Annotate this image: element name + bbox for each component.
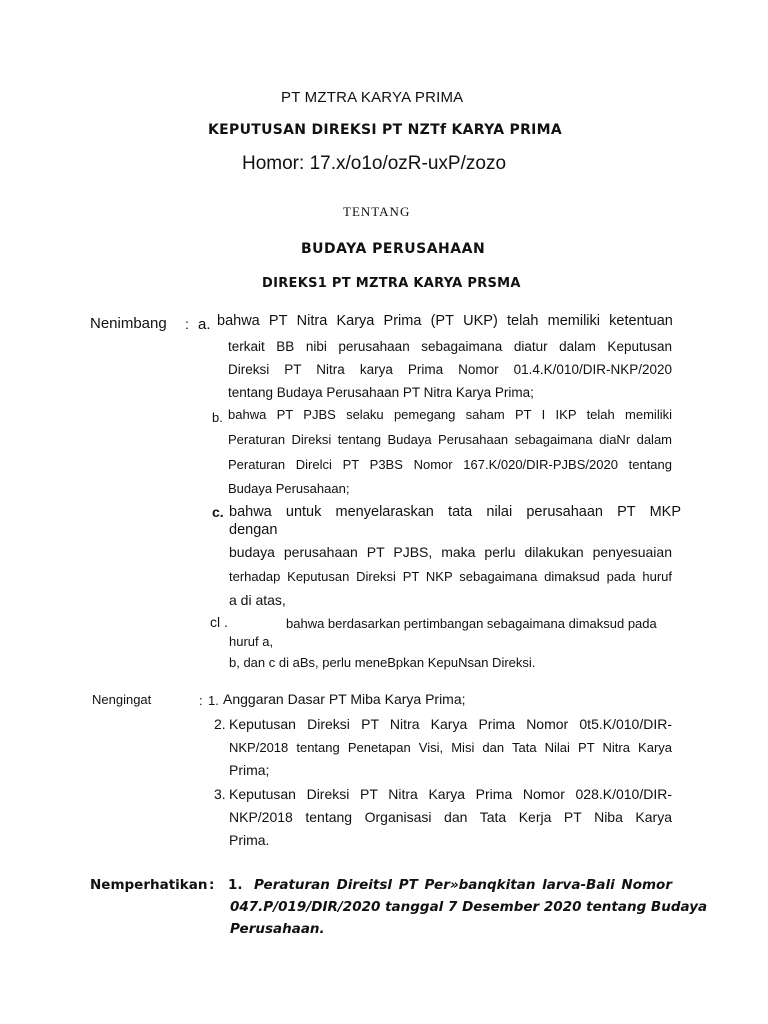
mengingat-2-marker: 2. xyxy=(214,716,226,732)
mengingat-2-line-3: Prima; xyxy=(229,762,270,778)
menimbang-colon: : xyxy=(185,316,189,332)
mengingat-3-line-3: Prima. xyxy=(229,832,270,848)
menimbang-d-line-3: b, dan c di aBs, perlu meneBpkan KepuNsan Direksi. xyxy=(229,655,536,670)
menimbang-c-line-3: budaya perusahaan PT PJBS, maka perlu dilakukan penyesuaian xyxy=(229,544,672,560)
menimbang-b-line-2: Peraturan Direksi tentang Budaya Perusahaan sebagaimana diaNr dalam xyxy=(228,432,672,447)
menimbang-a-line-3: Direksi PT Nitra karya Prima Nomor 01.4.K/010/DIR-NKP/2020 xyxy=(228,362,672,377)
mengingat-3-marker: 3. xyxy=(214,786,226,802)
mengingat-2-line-1: Keputusan Direksi PT Nitra Karya Prima Nomor 0t5.K/010/DIR- xyxy=(229,716,672,732)
mengingat-colon: : xyxy=(199,693,203,708)
about-label: TENTANG xyxy=(343,204,411,219)
menimbang-c-line-5: a di atas, xyxy=(229,592,286,608)
memperhatikan-1-line-1: Peraturan Direitsl PT Per»banqkitan larva-Bali Nomor xyxy=(254,877,672,893)
decree-number: Homor: 17.x/o1o/ozR-uxP/zozo xyxy=(242,153,507,174)
memperhatikan-label: Nemperhatikan xyxy=(90,877,208,893)
mengingat-3-line-2: NKP/2018 tentang Organisasi dan Tata Kerja PT Niba Karya xyxy=(229,809,672,825)
menimbang-c-line-1: bahwa untuk menyelaraskan tata nilai perusahaan PT MKP xyxy=(229,504,681,520)
menimbang-b-line-1: bahwa PT PJBS selaku pemegang saham PT I IKP telah memiliki xyxy=(228,407,672,422)
menimbang-b-marker: b. xyxy=(212,410,223,425)
menimbang-label: Nenimbang xyxy=(90,315,167,332)
menimbang-a-line-2: terkait BB nibi perusahaan sebagaimana diatur dalam Keputusan xyxy=(228,339,672,354)
mengingat-1-marker: 1. xyxy=(208,693,219,708)
menimbang-d-line-2: huruf a, xyxy=(229,634,274,649)
decree-subject: BUDAYA PERUSAHAAN xyxy=(301,241,486,257)
menimbang-c-line-2: dengan xyxy=(229,522,278,538)
company-name: PT MZTRA KARYA PRIMA xyxy=(281,89,464,106)
menimbang-b-line-3: Peraturan Direlci PT P3BS Nomor 167.K/020/DIR-PJBS/2020 tentang xyxy=(228,457,672,472)
menimbang-c-line-4: terhadap Keputusan Direksi PT NKP sebagaimana dimaksud pada huruf xyxy=(229,569,672,584)
memperhatikan-1-marker: 1. xyxy=(228,877,243,893)
memperhatikan-colon: : xyxy=(209,877,215,893)
mengingat-3-line-1: Keputusan Direksi PT Nitra Karya Prima Nomor 028.K/010/DIR- xyxy=(229,786,672,802)
memperhatikan-1-line-2: 047.P/019/DIR/2020 tanggal 7 Desember 2020 tentang Budaya xyxy=(230,899,708,915)
mengingat-label: Nengingat xyxy=(92,692,152,707)
mengingat-2-line-2: NKP/2018 tentang Penetapan Visi, Misi dan Tata Nilai PT Nitra Karya xyxy=(229,740,672,755)
mengingat-1-line-1: Anggaran Dasar PT Miba Karya Prima; xyxy=(223,691,466,707)
menimbang-d-marker: cl . xyxy=(210,614,228,630)
menimbang-a-line-1: bahwa PT Nitra Karya Prima (PT UKP) telah memiliki ketentuan xyxy=(217,313,673,329)
menimbang-b-line-4: Budaya Perusahaan; xyxy=(228,481,350,496)
decree-issuer: DIREKS1 PT MZTRA KARYA PRSMA xyxy=(262,276,521,291)
decree-title: KEPUTUSAN DIREKSI PT NZTf KARYA PRIMA xyxy=(208,122,563,138)
menimbang-a-line-4: tentang Budaya Perusahaan PT Nitra Karya Prima; xyxy=(228,385,534,400)
memperhatikan-1-line-3: Perusahaan. xyxy=(230,921,325,937)
menimbang-a-marker: a. xyxy=(198,316,211,333)
menimbang-d-line-1: bahwa berdasarkan pertimbangan sebagaimana dimaksud pada xyxy=(286,616,657,631)
menimbang-c-marker: c. xyxy=(212,504,224,520)
